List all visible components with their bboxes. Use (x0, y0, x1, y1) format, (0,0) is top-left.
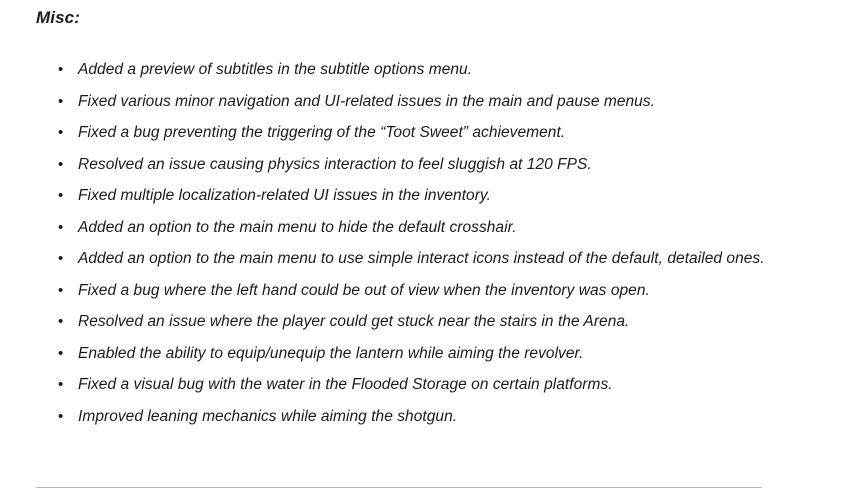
list-item: • Added an option to the main menu to hide the default crosshair. (36, 212, 796, 244)
list-item: • Added an option to the main menu to use simple interact icons instead of the default, detailed ones. (36, 243, 796, 275)
list-item: • Fixed a bug preventing the triggering of the “Toot Sweet” achievement. (36, 117, 796, 149)
list-item: • Fixed a bug where the left hand could be out of view when the inventory was open. (36, 275, 796, 307)
list-item: • Enabled the ability to equip/unequip the lantern while aiming the revolver. (36, 338, 796, 370)
list-item: • Fixed a visual bug with the water in the Flooded Storage on certain platforms. (36, 369, 796, 401)
list-item: • Resolved an issue where the player could get stuck near the stairs in the Arena. (36, 306, 796, 338)
list-item: • Fixed various minor navigation and UI-related issues in the main and pause menus. (36, 86, 796, 118)
list-item: • Fixed multiple localization-related UI issues in the inventory. (36, 180, 796, 212)
section-divider (36, 487, 762, 488)
list-item: • Resolved an issue causing physics interaction to feel sluggish at 120 FPS. (36, 149, 796, 181)
page-title: Misc: (36, 8, 80, 27)
changelog-list (36, 54, 796, 432)
list-item: • Improved leaning mechanics while aiming the shotgun. (36, 401, 796, 433)
list-item: • Added a preview of subtitles in the subtitle options menu. (36, 54, 796, 86)
